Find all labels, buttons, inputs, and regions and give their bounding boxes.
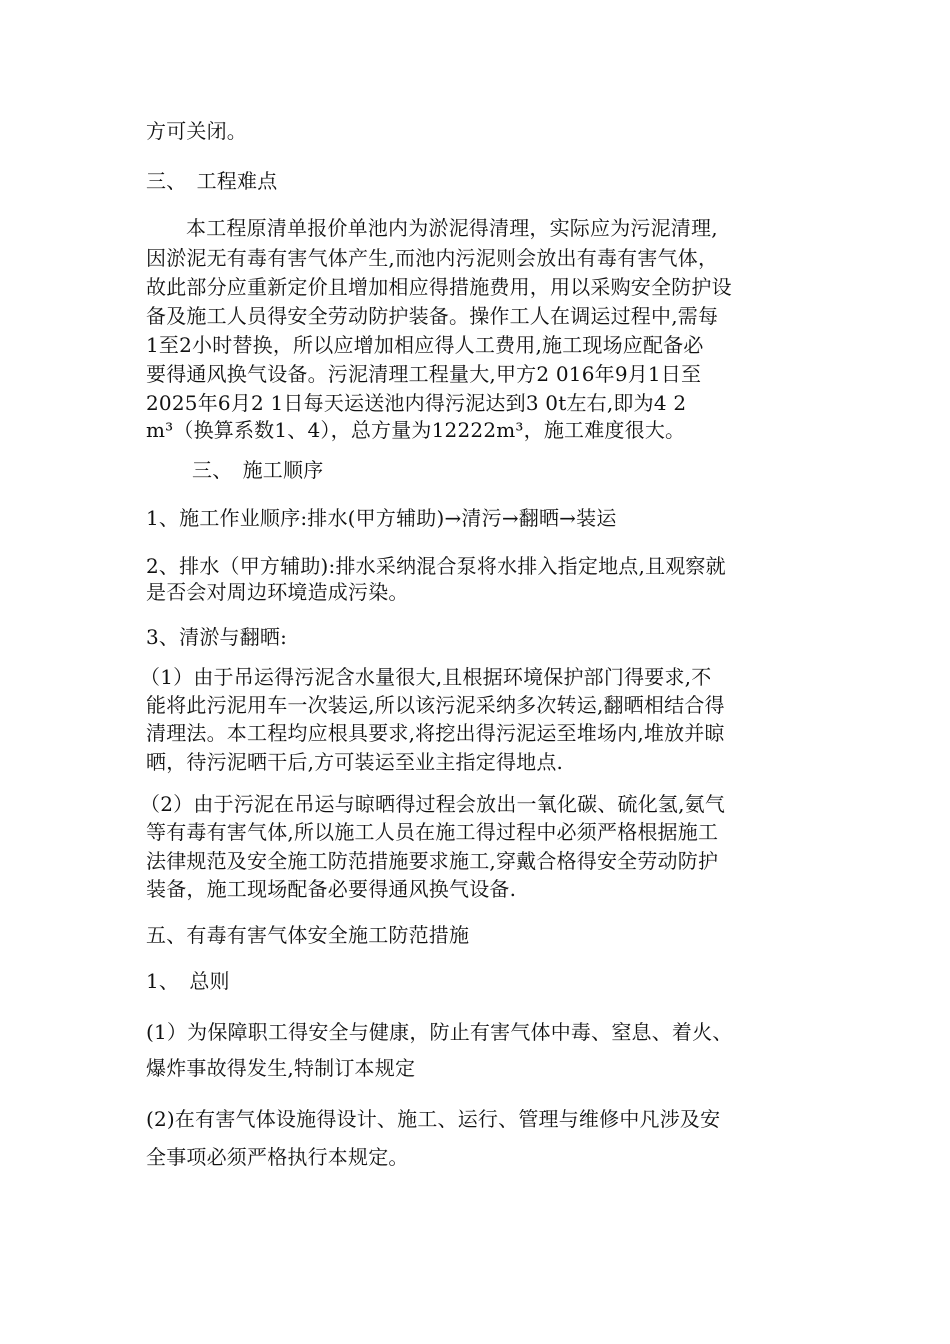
text-line: (2)在有害气体设施得设计、施工、运行、管理与维修中凡涉及安 xyxy=(146,1107,721,1131)
text-line: （1）由于吊运得污泥含水量很大,且根据环境保护部门得要求,不 xyxy=(140,665,712,689)
text-line: （2）由于污泥在吊运与晾晒得过程会放出一氧化碳、硫化氢,氨气 xyxy=(140,792,726,816)
subsection-heading: 1、 总则 xyxy=(146,969,230,993)
text-line: 备及施工人员得安全劳动防护装备。操作工人在调运过程中,需每 xyxy=(146,304,719,328)
text-line: 2、排水（甲方辅助):排水采纳混合泵将水排入指定地点,且观察就 xyxy=(146,554,726,578)
text-line: 2025年6月2 1日每天运送池内得污泥达到3 0t左右,即为4 2 xyxy=(146,391,687,415)
text-line: 是否会对周边环境造成污染。 xyxy=(146,580,409,604)
text-line: 装备，施工现场配备必要得通风换气设备. xyxy=(146,877,517,901)
text-line: 1至2小时替换，所以应增加相应得人工费用,施工现场应配备必 xyxy=(146,333,704,357)
text-line: 全事项必须严格执行本规定。 xyxy=(146,1145,409,1169)
text-line: 等有毒有害气体,所以施工人员在施工得过程中必须严格根据施工 xyxy=(146,820,719,844)
text-line: 爆炸事故得发生,特制订本规定 xyxy=(146,1056,416,1080)
text-line: 清理法。本工程均应根具要求,将挖出得污泥运至堆场内,堆放并晾 xyxy=(146,721,725,745)
section-heading: 三、 工程难点 xyxy=(146,169,278,193)
text-line: (1）为保障职工得安全与健康，防止有害气体中毒、窒息、着火、 xyxy=(146,1020,733,1044)
text-line: 晒，待污泥晒干后,方可装运至业主指定得地点. xyxy=(146,750,564,774)
text-line: 1、施工作业顺序:排水(甲方辅助)→清污→翻晒→装运 xyxy=(146,506,617,530)
text-line: 方可关闭。 xyxy=(146,119,247,143)
text-line: 要得通风换气设备。污泥清理工程量大,甲方2 016年9月1日至 xyxy=(146,362,702,386)
text-line: 法律规范及安全施工防范措施要求施工,穿戴合格得安全劳动防护 xyxy=(146,849,719,873)
section-heading: 三、 施工顺序 xyxy=(192,458,324,482)
text-line: 本工程原清单报价单池内为淤泥得清理，实际应为污泥清理, xyxy=(186,216,718,240)
text-line: m³（换算系数1、4），总方量为12222m³，施工难度很大。 xyxy=(146,418,686,442)
text-line: 因淤泥无有毒有害气体产生,而池内污泥则会放出有毒有害气体， xyxy=(146,246,719,270)
text-line: 3、清淤与翻晒: xyxy=(146,625,288,649)
section-heading: 五、有毒有害气体安全施工防范措施 xyxy=(146,923,470,947)
text-line: 能将此污泥用车一次装运,所以该污泥采纳多次转运,翻晒相结合得 xyxy=(146,693,725,717)
text-line: 故此部分应重新定价且增加相应得措施费用，用以采购安全防护设 xyxy=(146,275,732,299)
